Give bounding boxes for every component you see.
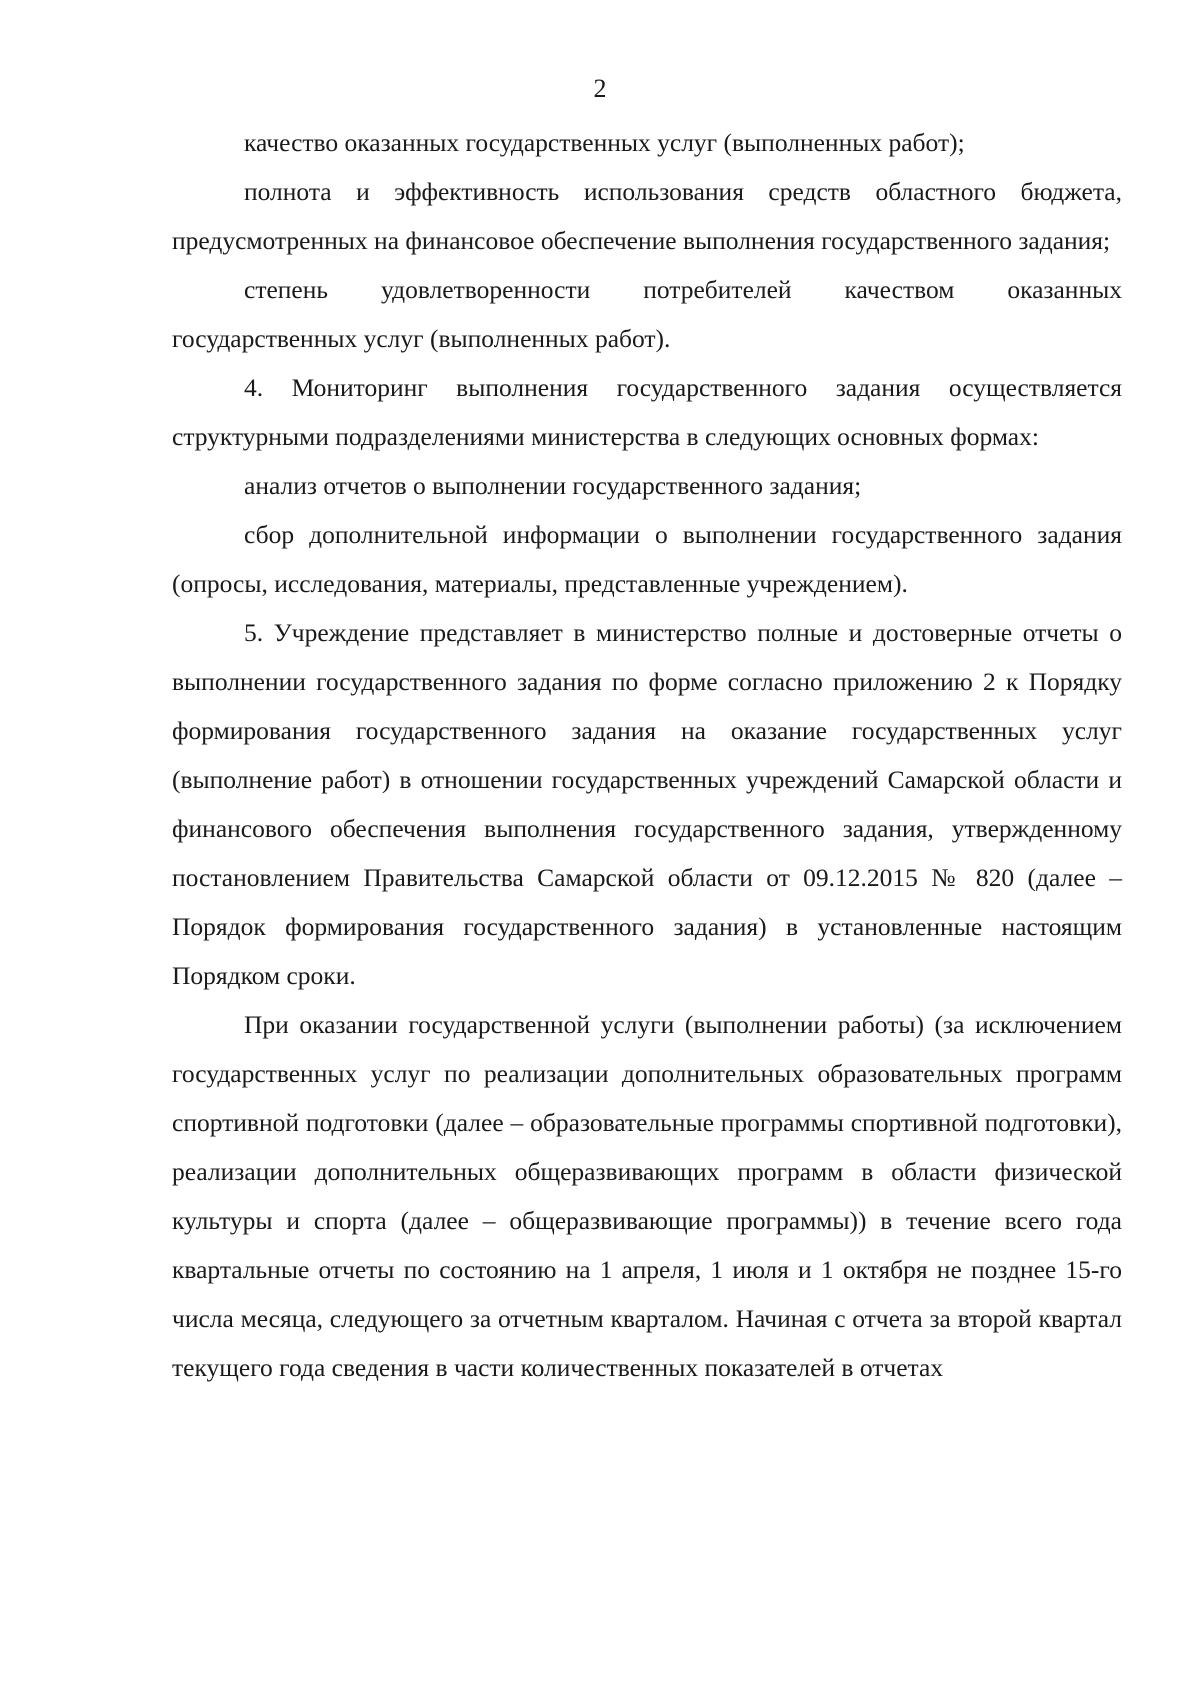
paragraph-info-collection: сбор дополнительной информации о выполнении государственного задания (опросы, исследования, материалы, представленные учреждением).: [172, 520, 1122, 598]
paragraph-budget-efficiency: полнота и эффективность использования средств областного бюджета, предусмотренных на финансовое обеспечение выполнения государственного задания;: [172, 177, 1122, 255]
document-body: [172, 118, 1122, 1392]
paragraph-item-5-reports: 5. Учреждение представляет в министерство полные и достоверные отчеты о выполнении государственного задания по форме согласно приложению 2 к Порядку формирования государственного задания на оказание государственных услуг (выполнение работ) в отношении государственных учреждений Самарской области и финансового обеспечения выполнения государственного задания, утвержденному постановлением Правительства Самарской области от 09.12.2015 № 820 (далее – Порядок формирования государственного задания) в установленные настоящим Порядком сроки.: [172, 618, 1122, 990]
paragraph-report-analysis: анализ отчетов о выполнении государственного задания;: [244, 471, 862, 500]
paragraph-item-4-monitoring: 4. Мониторинг выполнения государственного задания осуществляется структурными подразделениями министерства в следующих основных формах:: [172, 373, 1122, 451]
paragraph-quarterly-reports: При оказании государственной услуги (выполнении работы) (за исключением государственных услуг по реализации дополнительных образовательных программ спортивной подготовки (далее – образовательные программы спортивной подготовки), реализации дополнительных общеразвивающих программ в области физической культуры и спорта (далее – общеразвивающие программы)) в течение всего года квартальные отчеты по состоянию на 1 апреля, 1 июля и 1 октября не позднее 15-го числа месяца, следующего за отчетным кварталом. Начиная с отчета за второй квартал текущего года сведения в части количественных показателей в отчетах: [172, 1010, 1122, 1382]
paragraph-quality: качество оказанных государственных услуг (выполненных работ);: [244, 128, 965, 157]
page-number: 2: [593, 74, 607, 103]
paragraph-consumer-satisfaction: степень удовлетворенности потребителей качеством оказанных государственных услуг (выполненных работ).: [172, 275, 1122, 353]
